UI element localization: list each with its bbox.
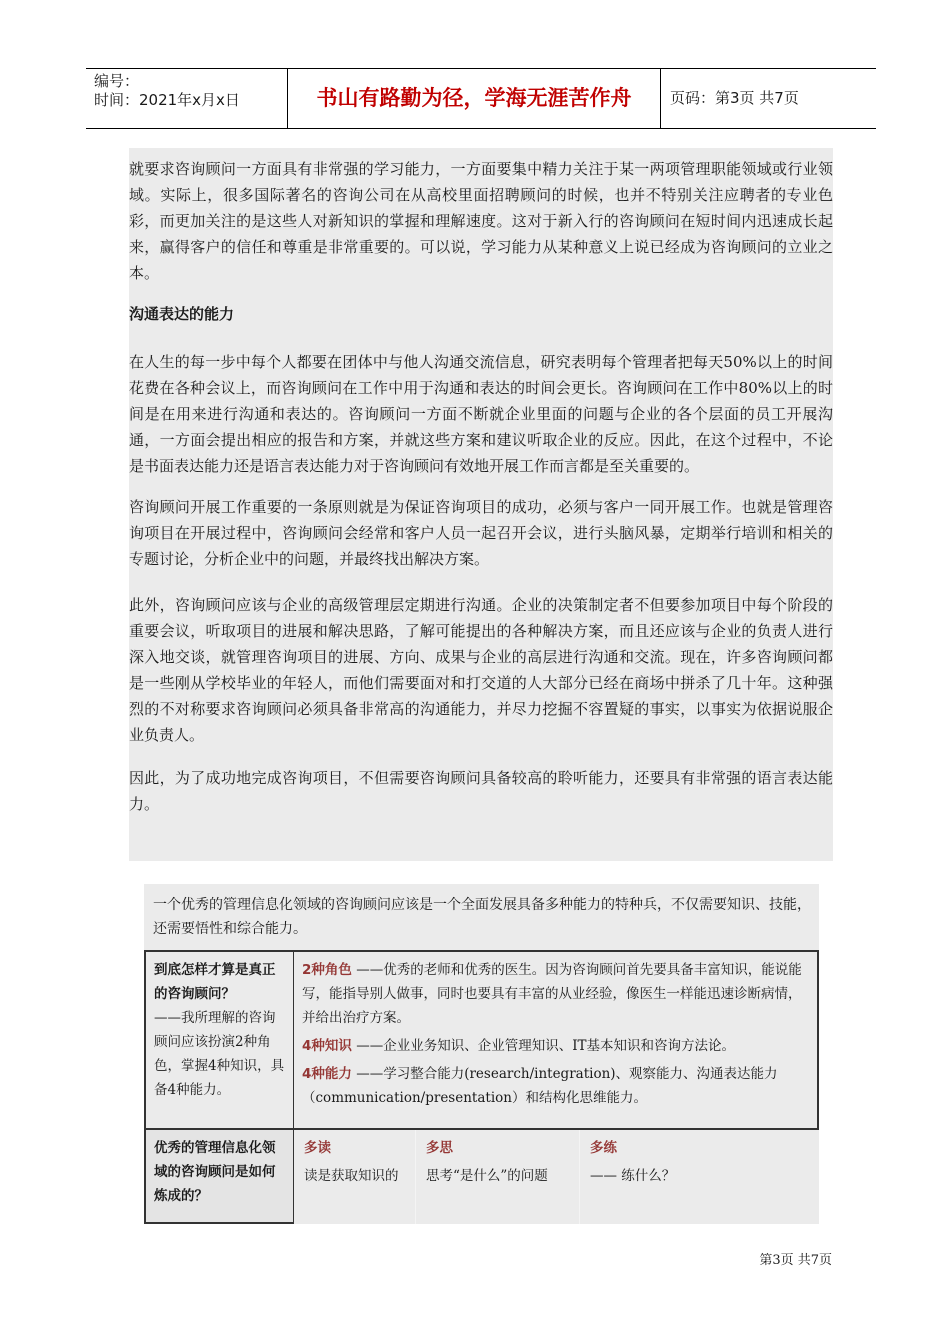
ability-label: 4种能力 (302, 1066, 352, 1082)
paragraph: 在人生的每一步中每个人都要在团体中与他人沟通交流信息，研究表明每个管理者把每天50%以上的时间花费在各种会议上，而咨询顾问在工作中用于沟通和表达的时间会更长。咨询顾问在工作中80%以上的时间是在用来进行沟通和表达的。咨询顾问一方面不断就企业里面的问题与企业的各个层面的员工开展沟通，一方面会提出相应的报告和方案，并就这些方案和建议听取企业的反应。因此，在这个过程中，不论是书面表达能力还是语言表达能力对于咨询顾问有效地开展工作而言都是至关重要的。 (129, 353, 833, 475)
paragraph: 咨询顾问开展工作重要的一条原则就是为保证咨询项目的成功，必须与客户一同开展工作。也就是管理咨询项目在开展过程中，咨询顾问会经常和客户人员一起召开会议，进行头脑风暴，定期举行培训和相关的专题讨论，分析企业中的问题，并最终找出解决方案。 (129, 498, 833, 568)
header-divider (660, 68, 661, 129)
ability-text: ——学习整合能力(research/integration)、观察能力、沟通表达能力（communication/presentation）和结构化思维能力。 (302, 1066, 778, 1106)
header-motto: 书山有路勤为径，学海无涯苦作舟 (316, 86, 632, 110)
summary-intro: 一个优秀的管理信息化领域的咨询顾问应该是一个全面发展具备多种能力的特种兵，不仅需要知识、技能，还需要悟性和综合能力。 (153, 897, 811, 937)
col-title: 多思 (426, 1140, 453, 1156)
practice-col-practice (580, 1130, 819, 1224)
practice-col-think (416, 1130, 580, 1224)
col-text: 读是获取知识的 (304, 1168, 399, 1184)
col-text: 思考“是什么”的问题 (426, 1168, 548, 1184)
roles-label: 2种角色 (302, 962, 352, 978)
practice-row (294, 1130, 819, 1224)
question-cell (144, 1130, 294, 1224)
footer-page-number: 第3页 共7页 (759, 1253, 832, 1268)
paragraph: 此外，咨询顾问应该与企业的高级管理层定期进行沟通。企业的决策制定者不但要参加项目中每个阶段的重要会议，听取项目的进展和解决思路，了解可能提出的各种解决方案，而且还应该与企业的负责人进行深入地交谈，就管理咨询项目的进展、方向、成果与企业的高层进行沟通和交流。现在，许多咨询顾问都是一些刚从学校毕业的年轻人，而他们需要面对和打交道的人大部分已经在商场中拼杀了几十年。这种强烈的不对称要求咨询顾问必须具备非常高的沟通能力，并尽力挖掘不容置疑的事实，以事实为依据说服企业负责人。 (129, 596, 833, 744)
knowledge-item (302, 1034, 809, 1058)
date-label: 时间：2021年x月x日 (94, 91, 240, 109)
ability-item (302, 1062, 809, 1110)
col-text: —— 练什么？ (590, 1168, 676, 1184)
header-page-number: 页码：第3页 共7页 (670, 89, 799, 107)
col-title: 多练 (590, 1140, 617, 1156)
roles-text: ——优秀的老师和优秀的医生。因为咨询顾问首先要具备丰富知识，能说能写，能指导别人做事，同时也要具有丰富的从业经验，像医生一样能迅速诊断病情，并给出治疗方案。 (302, 962, 802, 1026)
summary-box (144, 884, 819, 1222)
question-title: 到底怎样才算是真正的咨询顾问？ (154, 962, 276, 1002)
serial-label: 编号： (94, 72, 140, 90)
question-cell (144, 950, 294, 1130)
knowledge-text: ——企业业务知识、企业管理知识、IT基本知识和咨询方法论。 (356, 1038, 736, 1054)
question-answer: ——我所理解的咨询顾问应该扮演2种角色，掌握4种知识，具备4种能力。 (154, 1010, 285, 1098)
paragraph: 就要求咨询顾问一方面具有非常强的学习能力，一方面要集中精力关注于某一两项管理职能领域或行业领域。实际上，很多国际著名的咨询公司在从高校里面招聘顾问的时候，也并不特别关注应聘者的专业色彩，而更加关注的是这些人对新知识的掌握和理解速度。这对于新入行的咨询顾问在短时间内迅速成长起来，赢得客户的信任和尊重是非常重要的。可以说，学习能力从某种意义上说已经成为咨询顾问的立业之本。 (129, 160, 833, 282)
answer-cell (294, 950, 819, 1130)
header-meta (94, 72, 240, 110)
practice-col-read (294, 1130, 416, 1224)
roles-item (302, 958, 809, 1030)
knowledge-label: 4种知识 (302, 1038, 352, 1054)
section-heading: 沟通表达的能力 (129, 305, 235, 323)
page-header (86, 68, 876, 130)
main-content (129, 148, 833, 861)
question-title: 优秀的管理信息化领域的咨询顾问是如何炼成的？ (154, 1140, 276, 1204)
paragraph: 因此，为了成功地完成咨询项目，不但需要咨询顾问具备较高的聆听能力，还要具有非常强的语言表达能力。 (129, 769, 833, 813)
col-title: 多读 (304, 1140, 331, 1156)
